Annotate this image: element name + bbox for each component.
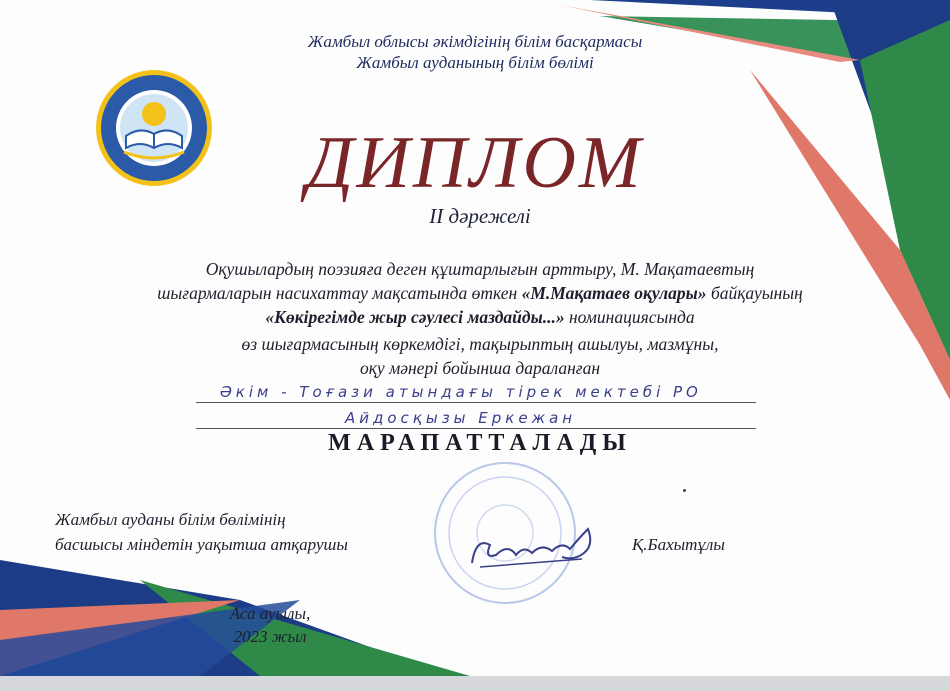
signatory-position-line-1: Жамбыл ауданы білім бөлімінің bbox=[55, 510, 286, 529]
issue-year: 2023 жыл bbox=[233, 627, 307, 646]
body-line-1: Оқушылардың поэзияға деген құштарлығын арттыру, М. Мақатаевтың bbox=[205, 259, 755, 279]
body-line-5: оқу мәнері бойынша дараланған bbox=[359, 358, 601, 378]
handwritten-signature-icon bbox=[462, 515, 612, 575]
signatory-position-line-2: басшысы міндетін уақытша атқарушы bbox=[55, 535, 348, 554]
fill-line-name bbox=[196, 428, 756, 429]
body-line-2-post: байқауының bbox=[706, 283, 803, 303]
body-line-2 bbox=[130, 282, 830, 304]
place-name: Аса ауылы, bbox=[229, 604, 311, 623]
award-text: МАРАПАТТАЛАДЫ bbox=[328, 430, 632, 456]
body-line-4: өз шығармасының көркемдігі, тақырыптың ашылуы, мазмұны, bbox=[241, 334, 719, 354]
issuer-line-1: Жамбыл облысы әкімдігінің білім басқармасы bbox=[307, 32, 643, 51]
diploma-degree: II дәрежелі bbox=[429, 204, 531, 228]
diploma-title: ДИПЛОМ bbox=[306, 122, 644, 204]
nomination-name: «Көкірегімде жыр сәулесі маздайды...» bbox=[265, 307, 565, 327]
handwritten-school: Әкім - Тоғази атындағы тірек мектебі РО bbox=[220, 383, 702, 401]
handwritten-name: Айдосқызы Еркежан bbox=[345, 409, 577, 427]
education-emblem-icon bbox=[90, 68, 218, 188]
issuer-line-2: Жамбыл ауданының білім бөлімі bbox=[356, 53, 594, 72]
competition-name: «М.Мақатаев оқулары» bbox=[521, 283, 707, 303]
scan-edge-strip bbox=[0, 676, 950, 691]
signatory-name: Қ.Бахытұлы bbox=[632, 535, 725, 554]
body-line-3-post: номинациясында bbox=[564, 307, 695, 327]
ink-dot bbox=[683, 489, 686, 492]
body-line-3 bbox=[130, 306, 830, 328]
body-line-2-pre: шығармаларын насихаттау мақсатында өткен bbox=[157, 283, 522, 303]
fill-line-school bbox=[196, 402, 756, 403]
